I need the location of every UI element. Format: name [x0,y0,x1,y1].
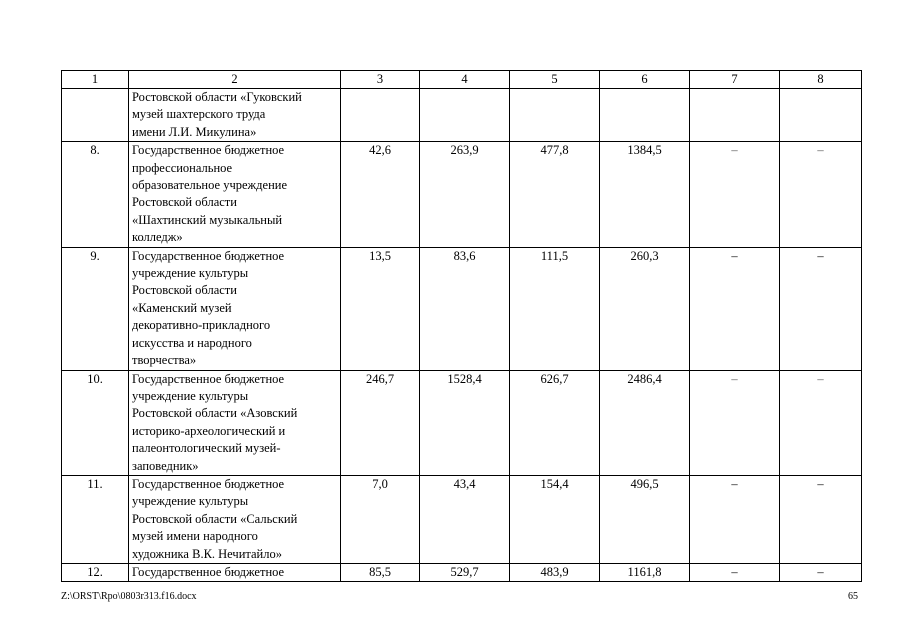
value-cell [420,89,510,142]
name-line: «Шахтинский музыкальный [132,212,283,227]
value-cell [600,89,690,142]
column-number: 6 [600,71,690,89]
value-col6: 260,3 [600,247,690,370]
value-col5: 483,9 [510,563,600,581]
name-line: образовательное учреждение [132,178,288,193]
page-number: 65 [848,591,858,602]
value-cell [780,89,862,142]
name-line: «Каменский музей [132,300,232,315]
name-line: Ростовской области [132,195,237,210]
value-col6: 1161,8 [600,563,690,581]
institution-name [129,370,341,475]
value-cell [510,89,600,142]
name-line: заповедник» [132,458,199,473]
name-line: творчества» [132,353,197,368]
value-col4: 83,6 [420,247,510,370]
institution-name [129,247,341,370]
name-line: Ростовской области «Гуковский [132,90,302,104]
footer-file-path: Z:\ORST\Rpo\0803r313.f16.docx [61,591,197,602]
value-col5: 626,7 [510,370,600,475]
name-line: музей шахтерского труда [132,107,266,122]
name-line: Ростовской области «Азовский [132,406,298,421]
value-col7: – [690,370,780,475]
name-line: Государственное бюджетное [132,143,285,158]
name-line: Государственное бюджетное [132,476,285,491]
row-number [62,89,129,142]
column-number: 2 [129,71,341,89]
value-col7: – [690,475,780,563]
name-line: палеонтологический музей- [132,441,281,456]
value-col3: 13,5 [341,247,420,370]
column-number: 7 [690,71,780,89]
row-number: 11. [62,475,129,563]
name-line: декоративно-прикладного [132,318,271,333]
value-col7: – [690,563,780,581]
row-number: 8. [62,142,129,247]
table-row-continuation [62,89,862,142]
value-col8: – [780,247,862,370]
name-line: имени Л.И. Микулина» [132,124,257,139]
name-line: искусства и народного [132,335,252,350]
table-row [62,370,862,475]
value-col8: – [780,563,862,581]
value-col3: 85,5 [341,563,420,581]
table-row [62,247,862,370]
name-line: Ростовской области «Сальский [132,511,298,526]
table-row [62,563,862,581]
institution-name [129,142,341,247]
column-number: 5 [510,71,600,89]
value-col4: 43,4 [420,475,510,563]
row-number: 12. [62,563,129,581]
row-number: 10. [62,370,129,475]
name-line: учреждение культуры [132,494,249,509]
budget-table [61,70,862,582]
value-col7: – [690,247,780,370]
value-col5: 154,4 [510,475,600,563]
value-col7: – [690,142,780,247]
value-col5: 111,5 [510,247,600,370]
value-col3: 246,7 [341,370,420,475]
name-line: Государственное бюджетное [132,371,285,386]
value-col6: 496,5 [600,475,690,563]
value-col4: 1528,4 [420,370,510,475]
value-col8: – [780,475,862,563]
value-cell [341,89,420,142]
name-line: Государственное бюджетное [132,564,285,579]
value-col4: 529,7 [420,563,510,581]
table-row [62,475,862,563]
name-line: учреждение культуры [132,266,249,281]
name-line: колледж» [132,230,183,245]
name-line: учреждение культуры [132,388,249,403]
value-col6: 2486,4 [600,370,690,475]
value-col3: 7,0 [341,475,420,563]
value-col5: 477,8 [510,142,600,247]
column-number-row [62,71,862,89]
value-col8: – [780,370,862,475]
value-col4: 263,9 [420,142,510,247]
institution-name [129,475,341,563]
column-number: 4 [420,71,510,89]
name-line: историко-археологический и [132,423,286,438]
column-number: 1 [62,71,129,89]
value-cell [690,89,780,142]
row-number: 9. [62,247,129,370]
table-row [62,142,862,247]
institution-name [129,563,341,581]
value-col3: 42,6 [341,142,420,247]
institution-name [129,89,341,142]
value-col8: – [780,142,862,247]
name-line: художника В.К. Нечитайло» [132,546,282,561]
value-col6: 1384,5 [600,142,690,247]
name-line: профессиональное [132,160,233,175]
name-line: музей имени народного [132,529,258,544]
name-line: Ростовской области [132,283,237,298]
column-number: 8 [780,71,862,89]
name-line: Государственное бюджетное [132,248,285,263]
column-number: 3 [341,71,420,89]
